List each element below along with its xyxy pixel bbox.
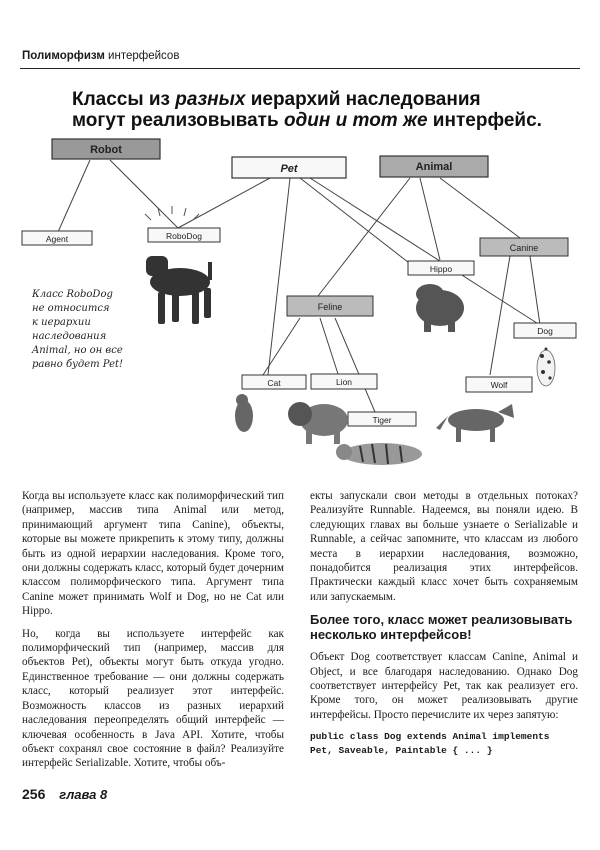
- header-rule: [20, 68, 580, 69]
- box-lion: [311, 374, 377, 389]
- note-line: Animal, но он все: [32, 345, 123, 356]
- box-pet: [232, 157, 346, 178]
- note-line: не относится: [32, 303, 110, 314]
- diagram-lines: [58, 160, 540, 412]
- box-robot: [52, 139, 160, 159]
- chapter-label: глава 8: [59, 787, 108, 802]
- box-tiger: [348, 412, 416, 426]
- box-hippo: [408, 261, 474, 275]
- dog-body: [537, 350, 555, 386]
- right-column: [310, 489, 578, 758]
- hippo-head: [416, 284, 444, 304]
- note-line: Класс RoboDog: [32, 289, 113, 300]
- box-wolf: [466, 377, 532, 392]
- box-agent-label: Agent: [45, 234, 69, 244]
- box-feline-label: Feline: [317, 302, 343, 312]
- page-footer: [22, 786, 107, 802]
- right-paragraph-2: Объект Dog соответствует классам Canine, Animal и Object, и все благодаря наследованию. Однако Dog соответствует интерфейсу Pet, так как реализует его. Кроме того, он может реализовывать другие интерфейсы. Просто перечислите их через запятую:: [310, 651, 578, 721]
- box-agent: [22, 231, 92, 245]
- box-robot-label: Robot: [90, 144, 122, 156]
- section-subhead: Более того, класс может реализовывать несколько интерфейсов!: [310, 612, 573, 643]
- left-column: [22, 489, 284, 779]
- running-head: [22, 50, 179, 62]
- robodog-sparkle-lines: [145, 206, 199, 220]
- lion-leg: [334, 428, 340, 444]
- headline-l2-a: могут реализовывать: [72, 110, 284, 131]
- right-paragraph-1: екты запускали свои методы в отдельных потоках? Реализуйте Runnable. Надеемся, вы поняли идею. В следующих главах вы больше узнаете о Serializable и Runnable, а сейчас запомните, что классам из любого места в иерархии наследования, возможно, понадобится реализация этих интерфейсов. Практически каждый класс хочет быть сохраняемым или запускаемым.: [310, 490, 578, 603]
- box-cat-label: Cat: [267, 378, 281, 388]
- wolf-tail: [436, 416, 448, 430]
- tiger-illustration: [336, 443, 422, 465]
- box-dog-label: Dog: [537, 326, 553, 336]
- lion-leg: [306, 428, 312, 444]
- box-robodog-label: RoboDog: [166, 231, 202, 241]
- box-pet-label: Pet: [280, 163, 298, 175]
- dog-illustration: [537, 348, 555, 387]
- headline-l2-b: один и тот же: [283, 110, 428, 131]
- box-tiger-label: Tiger: [372, 415, 392, 425]
- note-line: к иерархии: [32, 317, 91, 328]
- box-animal: [380, 156, 488, 177]
- handwritten-note: [32, 288, 162, 372]
- box-canine-label: Canine: [509, 243, 539, 253]
- headline-l1-c: иерархий наследования: [245, 89, 481, 110]
- hippo-leg: [448, 318, 455, 332]
- cat-illustration: [235, 394, 253, 432]
- headline-l1-a: Классы из: [72, 89, 176, 110]
- robodog-leg: [172, 292, 179, 322]
- tiger-body: [342, 443, 422, 465]
- box-feline: [287, 296, 373, 316]
- page-number: 256: [22, 786, 46, 802]
- note-line: равно будет Pet!: [32, 359, 124, 370]
- box-hippo-label: Hippo: [429, 264, 453, 274]
- box-animal-label: Animal: [415, 161, 453, 173]
- left-paragraph-2: Но, когда вы используете интерфейс как полиморфический тип (например, массив для объектов Pet), объекты могут быть откуда угодно. Единственное требование — они должны содержать класс, который реализует этот интерфейс. Возможность классов из разных иерархий наследования переопределять общий интерфейс — ключевая особенность в Java API. Хотите, чтобы объект сохранял свое состояние в файл? Реализуйте интерфейс Serializable. Хотите, чтобы объ-: [22, 627, 284, 770]
- left-paragraph-1: Когда вы используете класс как полиморфический тип (например, массив типа Animal или метод, принимающий аргумент типа Canine), объекты, которые вы можете прикрепить к этому типу, должны быть из одной иерархии наследования. Кроме того, они должны содержать класс, который будет дочерним классом полиморфического типа. Аргумент типа Canine может принимать Wolf и Dog, но не Cat или Hippo.: [22, 490, 284, 618]
- box-dog: [514, 323, 576, 338]
- note-line: наследования: [32, 331, 107, 342]
- headline-l1-b: разных: [175, 89, 246, 110]
- hippo-illustration: [416, 284, 464, 332]
- robodog-tail: [208, 262, 212, 280]
- wolf-leg: [490, 426, 495, 442]
- cat-head: [236, 394, 248, 406]
- headline: [72, 89, 572, 131]
- wolf-leg: [456, 426, 461, 442]
- box-lion-label: Lion: [335, 377, 353, 387]
- box-robodog: [148, 228, 220, 242]
- running-head-bold: Полиморфизм: [22, 50, 105, 62]
- box-wolf-label: Wolf: [490, 380, 508, 390]
- headline-l2-c: интерфейс.: [427, 110, 542, 131]
- robodog-leg: [204, 288, 211, 318]
- code-line-1: public class Dog extends Animal implements: [310, 731, 550, 743]
- tiger-head: [336, 444, 352, 460]
- running-head-rest: интерфейсов: [104, 50, 180, 62]
- lion-mane: [288, 402, 312, 426]
- robodog-leg: [192, 292, 199, 324]
- hippo-leg: [424, 318, 431, 332]
- robodog-head: [146, 256, 168, 276]
- lion-illustration: [288, 402, 348, 444]
- wolf-illustration: [436, 404, 514, 442]
- code-line-2: Pet, Saveable, Paintable { ... }: [310, 745, 493, 757]
- box-cat: [242, 375, 306, 389]
- box-canine: [480, 238, 568, 256]
